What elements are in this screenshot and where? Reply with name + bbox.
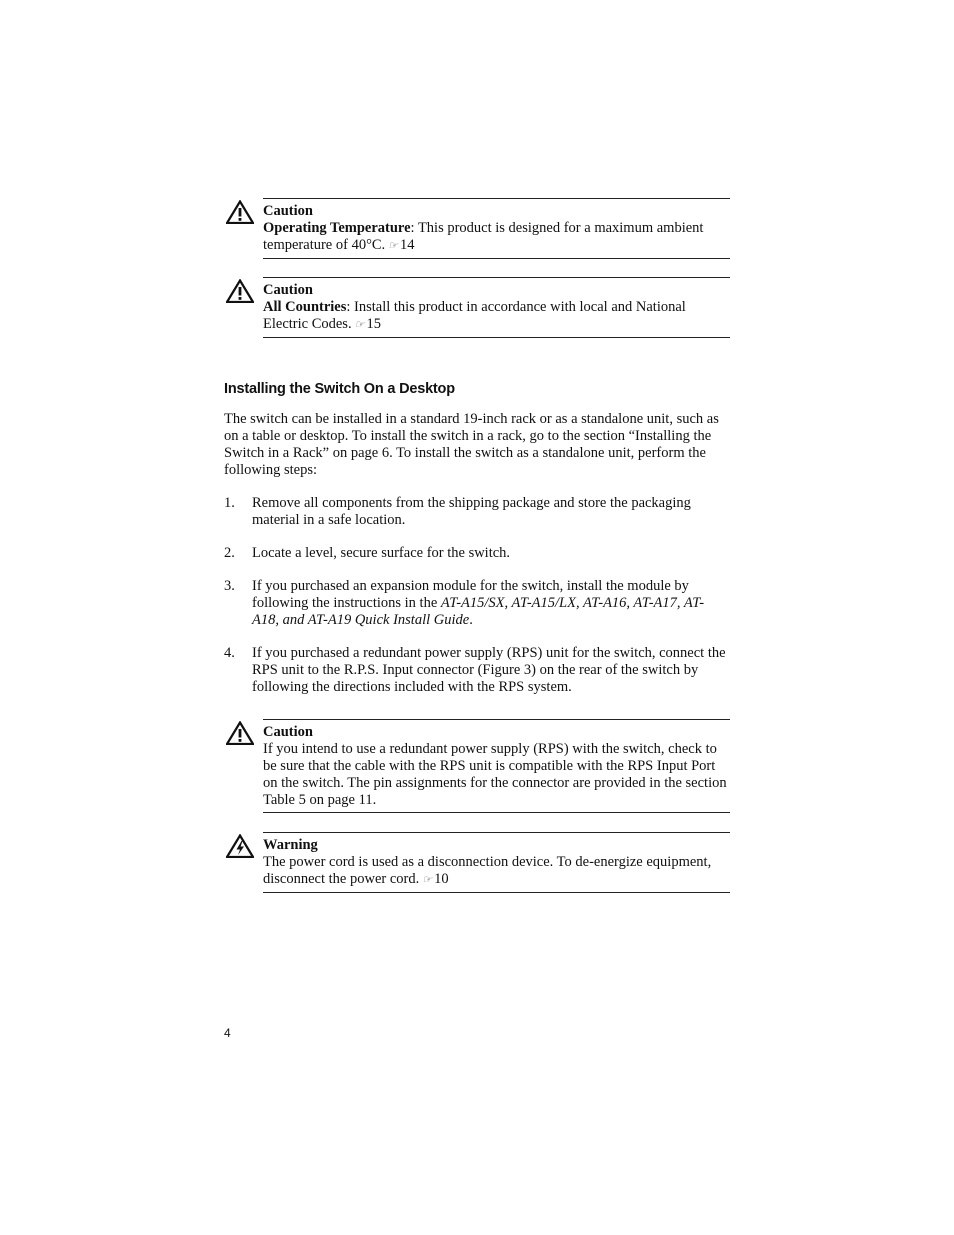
notice-reference-number: 14 (400, 237, 415, 253)
step-item (224, 545, 730, 562)
warning-notice-power-cord (224, 832, 730, 893)
step-item (224, 495, 730, 529)
caution-notice-temperature (224, 198, 730, 259)
step-text: If you purchased an expansion module for the switch, install the module by following the instructions in the (252, 578, 689, 611)
notice-text: The power cord is used as a disconnection device. To de-energize equipment, disconnect the power cord. (263, 854, 712, 887)
notice-lead: Operating Temperature (263, 220, 411, 236)
caution-notice-codes (224, 277, 730, 338)
step-text: If you purchased a redundant power supply (RPS) unit for the switch, connect the RPS unit to the R.P.S. Input connector (Figure 3) on the rear of the switch by following the directions included with the RPS system. (252, 645, 726, 695)
reference-hand-icon: ☞ (354, 319, 365, 331)
electrical-warning-icon (226, 834, 254, 858)
reference-hand-icon: ☞ (388, 240, 399, 252)
step-number: 3. (224, 578, 235, 594)
step-number: 4. (224, 645, 235, 661)
reference-hand-icon: ☞ (422, 874, 433, 886)
notice-text: : Install this product in accordance with local and National Electric Codes. (263, 299, 686, 332)
page-number: 4 (224, 1026, 231, 1040)
step-number: 1. (224, 495, 235, 511)
caution-triangle-icon (226, 721, 254, 745)
notice-text: : This product is designed for a maximum ambient temperature of 40°C. (263, 220, 704, 253)
notice-title: Caution (263, 724, 313, 740)
section-heading: Installing the Switch On a Desktop (224, 381, 455, 397)
notice-text: If you intend to use a redundant power supply (RPS) with the switch, check to be sure that the cable with the RPS unit is compatible with the RPS Input Port on the switch. The pin assignments for the connector are provided in the section Table 5 on page 11. (263, 741, 727, 808)
notice-lead: All Countries (263, 299, 347, 315)
caution-notice-rps (224, 719, 730, 813)
step-text: Locate a level, secure surface for the switch. (252, 545, 511, 561)
notice-reference-number: 15 (366, 316, 381, 332)
installation-steps (224, 495, 730, 696)
caution-triangle-icon (226, 279, 254, 303)
step-number: 2. (224, 545, 235, 561)
notice-title: Caution (263, 282, 313, 298)
caution-triangle-icon (226, 200, 254, 224)
step-item (224, 578, 730, 629)
step-text: Remove all components from the shipping package and store the packaging material in a safe location. (252, 495, 691, 528)
step-item (224, 645, 730, 696)
guide-title: AT-A15/SX, AT-A15/LX, AT-A16, AT-A17, AT-A18, and AT-A19 Quick Install Guide (252, 595, 705, 628)
notice-title: Warning (263, 837, 318, 853)
notice-title: Caution (263, 203, 313, 219)
intro-paragraph: The switch can be installed in a standard 19-inch rack or as a standalone unit, such as on a table or desktop. To install the switch in a rack, go to the section “Installing the Switch in a Rack” on page 6. To install the switch as a standalone unit, perform the following steps: (224, 411, 719, 478)
notice-reference-number: 10 (434, 871, 449, 887)
step-text-end: . (469, 612, 473, 628)
